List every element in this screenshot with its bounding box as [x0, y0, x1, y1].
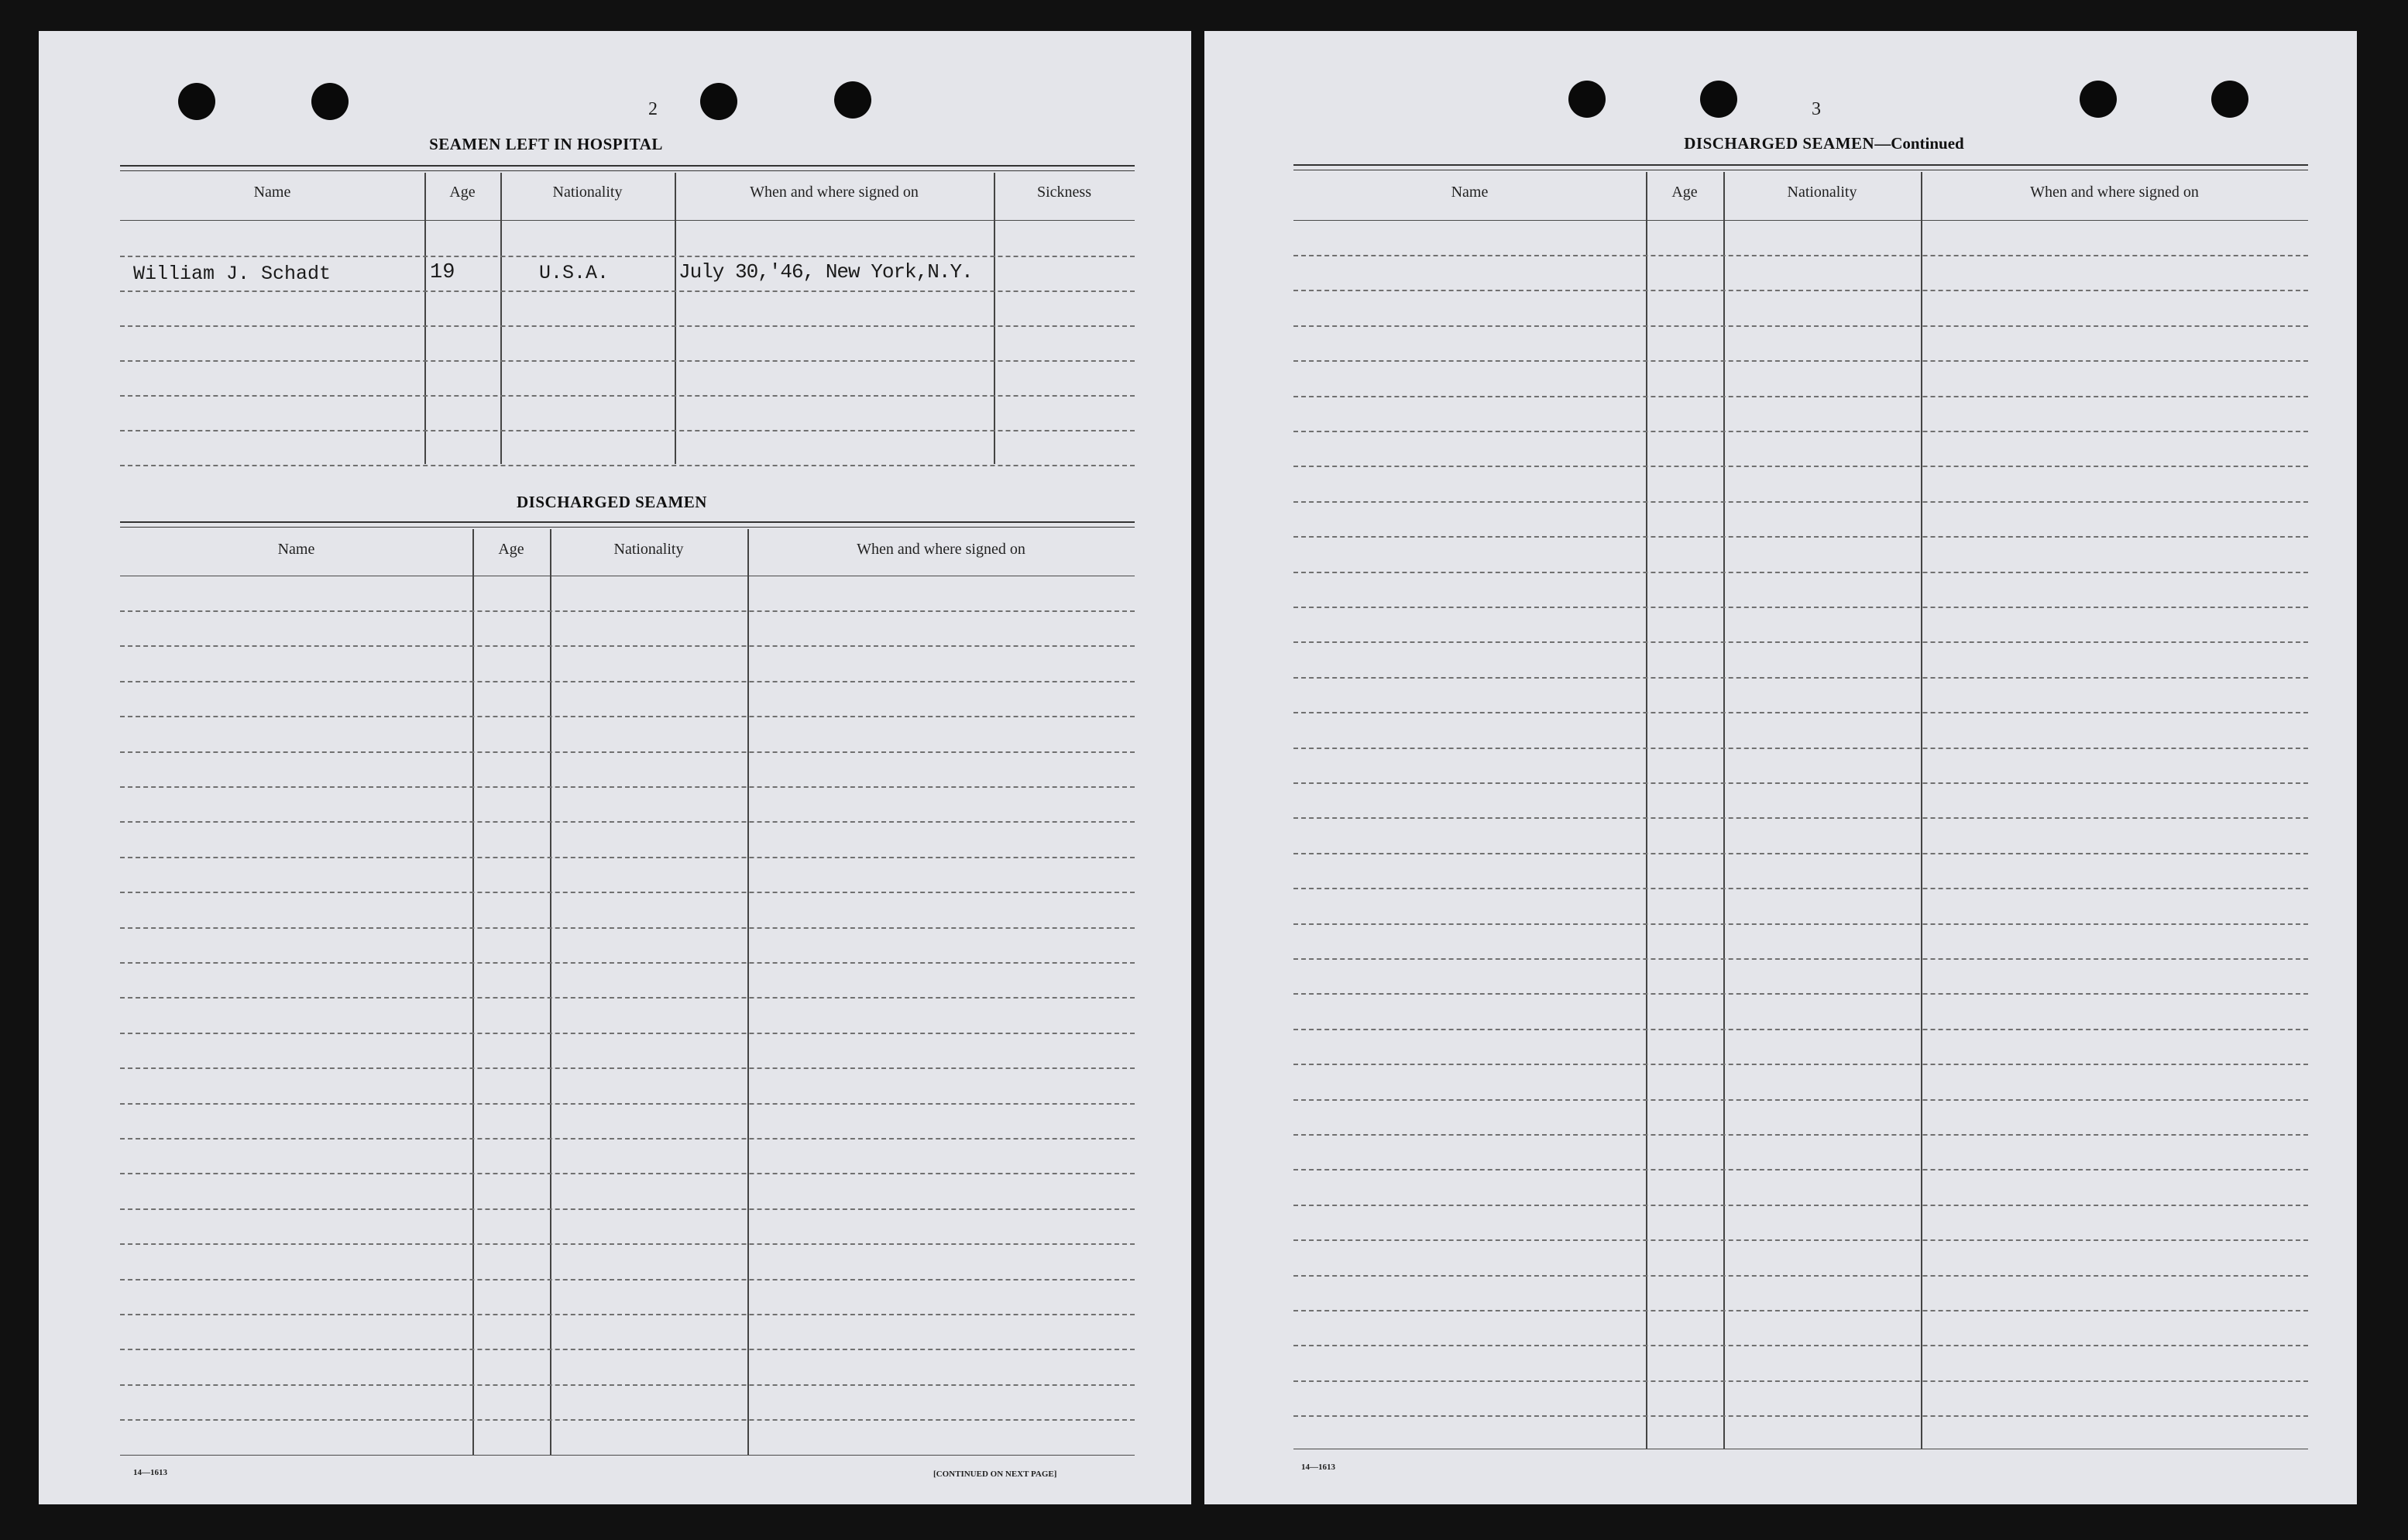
hospital-row-nationality: U.S.A.: [539, 262, 610, 284]
ruled-line: [120, 1349, 1135, 1350]
ruled-line: [120, 1384, 1135, 1386]
ruled-line: [1293, 712, 2308, 713]
column-header-name: Name: [1451, 184, 1489, 201]
ruled-line: [120, 1279, 1135, 1280]
ruled-line: [1293, 1169, 2308, 1170]
title-main: DISCHARGED SEAMEN: [1684, 134, 1875, 153]
ruled-line: [120, 430, 1135, 431]
ruled-line: [1293, 1310, 2308, 1311]
ruled-line: [120, 256, 1135, 257]
ruled-line: [120, 1138, 1135, 1140]
form-number: 14—1613: [1301, 1463, 1335, 1472]
ruled-line: [1293, 360, 2308, 362]
continued-note: [CONTINUED ON NEXT PAGE]: [933, 1470, 1057, 1479]
punch-hole: [311, 83, 349, 120]
punch-hole: [1700, 81, 1737, 118]
column-header-nationality: Nationality: [613, 541, 684, 558]
ruled-line: [1293, 1275, 2308, 1277]
ruled-line: [1293, 1415, 2308, 1417]
left-page: [39, 31, 1191, 1504]
ruled-line: [1293, 782, 2308, 784]
ruled-line: [1293, 290, 2308, 291]
ruled-line: [1293, 677, 2308, 679]
ruled-line: [1293, 1380, 2308, 1382]
column-divider: [1646, 172, 1647, 1449]
ruled-line: [1293, 888, 2308, 889]
ruled-line: [1293, 923, 2308, 925]
ruled-line: [1293, 431, 2308, 432]
column-divider: [500, 173, 502, 464]
ruled-line: [1293, 501, 2308, 503]
column-header-nationality: Nationality: [1787, 184, 1857, 201]
ruled-line: [120, 786, 1135, 788]
page-number: 2: [648, 99, 658, 119]
column-divider: [1723, 172, 1725, 1449]
punch-hole: [2211, 81, 2248, 118]
column-header-age: Age: [1671, 184, 1698, 201]
punch-hole: [1568, 81, 1606, 118]
discharged-section-title: DISCHARGED SEAMEN: [517, 493, 707, 511]
ruled-line: [120, 395, 1135, 397]
ruled-line: [120, 645, 1135, 647]
ruled-line: [120, 290, 1135, 292]
hospital-header-rule: [120, 220, 1135, 221]
ruled-line: [120, 821, 1135, 823]
hospital-row-age: 19: [430, 261, 455, 284]
ruled-line: [120, 927, 1135, 929]
right-top-rule: [1293, 164, 2308, 170]
ruled-line: [120, 681, 1135, 682]
ruled-line: [1293, 748, 2308, 749]
ruled-line: [120, 1103, 1135, 1105]
ruled-line: [1293, 1064, 2308, 1065]
ruled-line: [120, 610, 1135, 612]
ruled-line: [120, 892, 1135, 893]
ruled-line: [1293, 572, 2308, 573]
ruled-line: [1293, 396, 2308, 397]
column-header-signed-on: When and where signed on: [857, 541, 1025, 558]
ruled-line: [120, 1067, 1135, 1069]
hospital-row-signed-on: July 30,'46, New York,N.Y.: [678, 260, 973, 284]
ruled-line: [120, 360, 1135, 362]
ruled-line: [120, 1033, 1135, 1034]
right-header-rule: [1293, 220, 2308, 221]
column-header-age: Age: [449, 184, 476, 201]
ruled-line: [1293, 817, 2308, 819]
hospital-section-title: SEAMEN LEFT IN HOSPITAL: [429, 135, 663, 153]
ruled-line: [120, 325, 1135, 327]
punch-hole: [700, 83, 737, 120]
ruled-line: [120, 716, 1135, 717]
ruled-line: [120, 465, 1135, 466]
ruled-line: [120, 1173, 1135, 1174]
right-page: [1204, 31, 2357, 1504]
column-divider: [424, 173, 426, 464]
column-divider: [1921, 172, 1922, 1449]
ruled-line: [1293, 466, 2308, 467]
ruled-line: [1293, 1099, 2308, 1101]
column-header-age: Age: [498, 541, 524, 558]
column-divider: [994, 173, 995, 464]
punch-hole: [2080, 81, 2117, 118]
ruled-line: [120, 1314, 1135, 1315]
ruled-line: [1293, 1239, 2308, 1241]
ruled-line: [1293, 853, 2308, 854]
ruled-line: [1293, 958, 2308, 960]
ruled-line: [120, 1419, 1135, 1421]
form-number: 14—1613: [133, 1468, 167, 1477]
ruled-line: [120, 1243, 1135, 1245]
column-divider: [550, 529, 551, 1455]
punch-hole: [178, 83, 215, 120]
ruled-line: [1293, 1345, 2308, 1346]
ruled-line: [1293, 325, 2308, 327]
column-header-name: Name: [253, 184, 291, 201]
ruled-line: [120, 857, 1135, 858]
ruled-line: [1293, 1205, 2308, 1206]
column-divider: [472, 529, 474, 1455]
ruled-line: [1293, 1134, 2308, 1136]
page-number: 3: [1812, 99, 1821, 119]
ruled-line: [1293, 536, 2308, 538]
ruled-line: [120, 997, 1135, 999]
discharged-bottom-rule: [120, 1455, 1135, 1456]
ruled-line: [1293, 993, 2308, 995]
ruled-line: [1293, 641, 2308, 643]
discharged-continued-title: [1623, 134, 2025, 153]
punch-hole: [834, 81, 871, 119]
hospital-top-rule: [120, 165, 1135, 171]
column-header-sickness: Sickness: [1037, 184, 1091, 201]
column-header-signed-on: When and where signed on: [2030, 184, 2199, 201]
hospital-row-name: William J. Schadt: [133, 263, 331, 285]
ruled-line: [1293, 607, 2308, 608]
column-divider: [675, 173, 676, 464]
ruled-line: [1293, 1029, 2308, 1030]
title-suffix: —Continued: [1874, 134, 1964, 153]
ruled-line: [120, 751, 1135, 753]
column-divider: [747, 529, 749, 1455]
ruled-line: [120, 1208, 1135, 1210]
column-header-nationality: Nationality: [552, 184, 623, 201]
ruled-line: [1293, 255, 2308, 256]
column-header-name: Name: [277, 541, 315, 558]
ruled-line: [120, 962, 1135, 964]
column-header-signed-on: When and where signed on: [750, 184, 919, 201]
discharged-top-rule: [120, 521, 1135, 528]
